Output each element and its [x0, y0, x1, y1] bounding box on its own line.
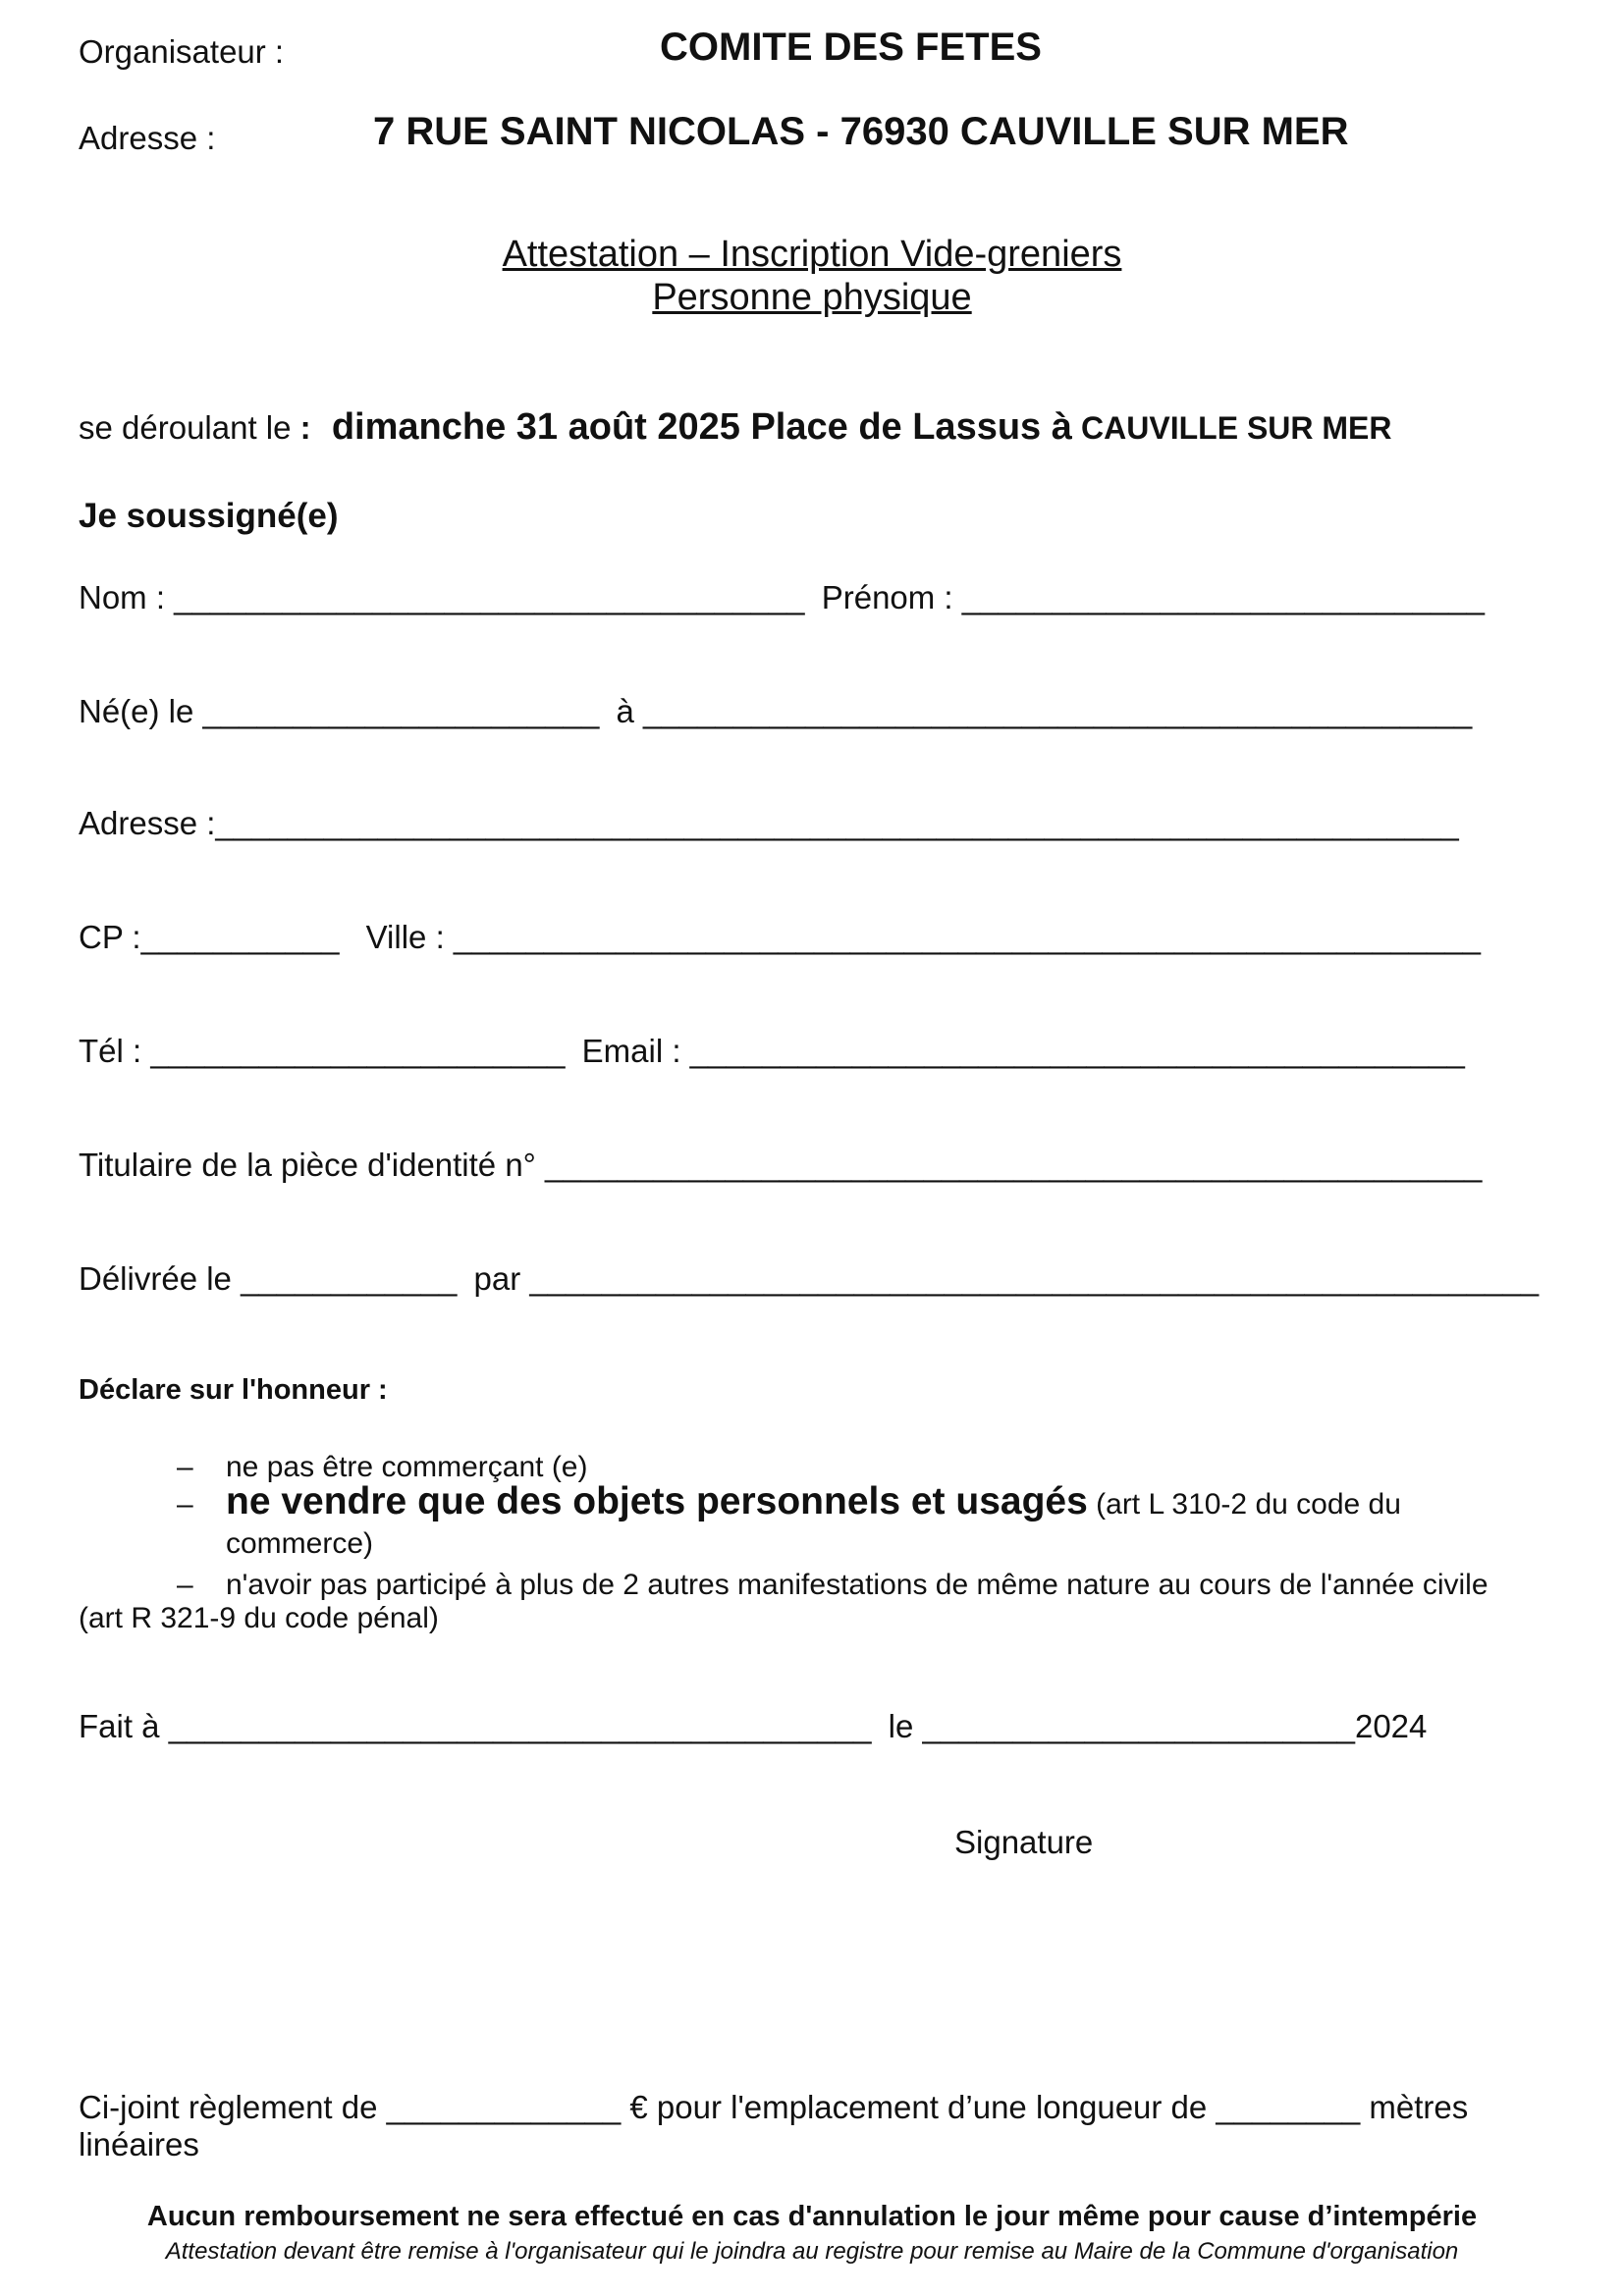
email-field[interactable]: Email : ___________________________________________ [581, 1033, 1465, 1069]
prenom-field[interactable]: Prénom : _____________________________ [821, 579, 1486, 615]
declare-item-2-ref: (art L 310-2 du code du [1096, 1488, 1401, 1521]
event-city: CAUVILLE SUR MER [1081, 410, 1392, 446]
footer-warning: Aucun remboursement ne sera effectué en cas d'annulation le jour même pour cause d’intempérie [146, 2201, 1478, 2232]
adresse-label: Adresse : [79, 120, 216, 156]
declare-item-2-cont: commerce) [226, 1527, 374, 1560]
delivree-row [79, 1260, 1539, 1298]
piece-identite-field[interactable]: Titulaire de la pièce d'identité n° ____________________________________________________ [79, 1147, 1483, 1183]
footer-note: Attestation devant être remise à l'organisateur qui le joindra au registre pour remise au Maire de la Commune d'organisation [165, 2238, 1459, 2265]
date-naissance-field[interactable]: Né(e) le ______________________ [79, 693, 600, 729]
piece-identite-row [79, 1147, 1482, 1184]
soussigne-heading: Je soussigné(e) [79, 497, 339, 535]
declare-item-2-bold: ne vendre que des objets personnels et usagés [226, 1480, 1088, 1522]
document-subtitle: Personne physique [652, 277, 972, 318]
organisateur-label: Organisateur : [79, 33, 285, 70]
fait-a-field[interactable]: Fait à _______________________________________ [79, 1708, 872, 1744]
fait-le-field[interactable]: le ________________________2024 [888, 1708, 1428, 1744]
declare-item-3 [177, 1569, 1489, 1602]
ville-field[interactable]: Ville : _________________________________________________________ [365, 919, 1482, 955]
delivree-le-field[interactable]: Délivrée le ____________ [79, 1260, 458, 1297]
declare-item-1 [177, 1451, 587, 1484]
declare-item-3-text: n'avoir pas participé à plus de 2 autres manifestations de même nature au cours de l'année civile [226, 1569, 1489, 1601]
document-title: Attestation – Inscription Vide-greniers [502, 234, 1122, 275]
nom-field[interactable]: Nom : ___________________________________ [79, 579, 805, 615]
cp-field[interactable]: CP :___________ [79, 919, 340, 955]
declare-item-2 [177, 1480, 1401, 1523]
organisateur-value: COMITE DES FETES [660, 26, 1042, 69]
event-colon: : [299, 409, 311, 446]
fait-row [79, 1708, 1427, 1745]
tel-email-row [79, 1033, 1465, 1070]
adresse-field[interactable]: Adresse :_____________________________________________________________________ [79, 805, 1459, 841]
delivree-par-field[interactable]: par ________________________________________________________ [473, 1260, 1540, 1297]
dash-bullet: – [177, 1488, 193, 1521]
signature-label: Signature [954, 1824, 1094, 1860]
event-line [79, 406, 1392, 449]
tel-field[interactable]: Tél : _______________________ [79, 1033, 566, 1069]
declare-item-3-cont: (art R 321-9 du code pénal) [79, 1602, 439, 1634]
declare-item-1-text: ne pas être commerçant (e) [226, 1451, 588, 1483]
naissance-row [79, 693, 1472, 730]
event-date-place: dimanche 31 août 2025 Place de Lassus à [331, 406, 1072, 448]
declare-heading: Déclare sur l'honneur : [79, 1374, 388, 1406]
cp-ville-row [79, 919, 1481, 956]
lieu-naissance-field[interactable]: à ______________________________________________ [616, 693, 1473, 729]
adresse-row [79, 805, 1459, 842]
signature-area[interactable] [884, 1865, 1492, 2052]
reglement-line-cont: linéaires [79, 2126, 199, 2163]
reglement-line[interactable]: Ci-joint règlement de _____________ € pour l'emplacement d’une longueur de ________ mètres [79, 2089, 1469, 2125]
dash-bullet: – [177, 1569, 193, 1601]
dash-bullet: – [177, 1451, 193, 1483]
nom-prenom-row [79, 579, 1485, 616]
adresse-value: 7 RUE SAINT NICOLAS - 76930 CAUVILLE SUR MER [373, 110, 1349, 153]
event-prefix: se déroulant le [79, 409, 292, 446]
